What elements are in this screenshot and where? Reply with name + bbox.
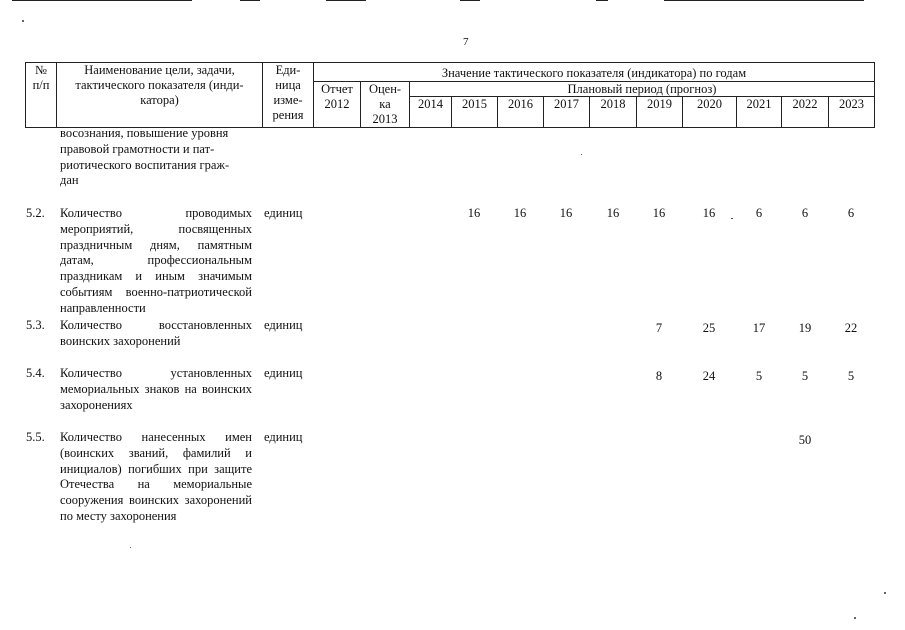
value-2023: 6 xyxy=(847,206,855,220)
row-number: 5.5. xyxy=(26,430,45,444)
unit: единиц xyxy=(264,318,303,332)
year-2019: 2019 xyxy=(647,97,672,111)
value-2022: 6 xyxy=(801,206,809,220)
year-2017: 2017 xyxy=(554,97,579,111)
value-2023: 5 xyxy=(847,369,855,383)
value-2019: 7 xyxy=(655,321,663,335)
value-2020: 24 xyxy=(702,369,716,383)
unit: единиц xyxy=(264,366,303,380)
value-2017: 16 xyxy=(559,206,573,220)
value-2022: 5 xyxy=(801,369,809,383)
header-unit: Еди- ница изме- рения xyxy=(272,63,304,122)
indicator-name: Количество восстановленных воинских захоронений xyxy=(60,318,252,348)
value-2020: 25 xyxy=(702,321,716,335)
value-2021: 17 xyxy=(752,321,766,335)
value-2020: 16 xyxy=(702,206,716,220)
year-2020: 2020 xyxy=(697,97,722,111)
value-2021: 6 xyxy=(755,206,763,220)
indicator-name: Количество проводимых мероприятий, посвященных праздничным дням, памятным датам, профессиональным праздникам и иным значимым событиям военно-патриотической направленности xyxy=(60,206,252,315)
header-estimate: Оцен- ка 2013 xyxy=(368,82,402,126)
header-group: Значение тактического показателя (индикатора) по годам xyxy=(441,66,747,80)
value-2018: 16 xyxy=(606,206,620,220)
year-2015: 2015 xyxy=(462,97,487,111)
page-number: 7 xyxy=(463,36,469,48)
value-2022: 19 xyxy=(798,321,812,335)
value-2019: 8 xyxy=(655,369,663,383)
year-2018: 2018 xyxy=(600,97,626,111)
year-2021: 2021 xyxy=(746,97,772,111)
year-2014: 2014 xyxy=(418,97,443,111)
header-report: Отчет 2012 xyxy=(321,82,353,111)
value-2015: 16 xyxy=(467,206,481,220)
year-2016: 2016 xyxy=(508,97,533,111)
unit: единиц xyxy=(264,430,303,444)
header-name: Наименование цели, задачи, тактического показателя (инди- катора) xyxy=(75,63,244,107)
value-2021: 5 xyxy=(755,369,763,383)
row-number: 5.2. xyxy=(26,206,45,220)
value-2016: 16 xyxy=(513,206,527,220)
indicator-name: Количество установленных мемориальных знаков на воинских захоронениях xyxy=(60,366,252,412)
value-2023: 22 xyxy=(844,321,858,335)
row-number: 5.3. xyxy=(26,318,45,332)
unit: единиц xyxy=(264,206,303,220)
indicator-name: Количество нанесенных имен (воинских званий, фамилий и инициалов) погибших при защите Отечества на мемориальные сооружения воинских захоронений по месту захоронения xyxy=(60,430,252,523)
row-continuation-name: восознания, повышение уровня правовой грамотности и пат- риотического воспитания граж- дан xyxy=(60,126,230,188)
year-2022: 2022 xyxy=(792,97,818,111)
value-2022: 50 xyxy=(798,433,812,447)
value-2019: 16 xyxy=(652,206,666,220)
header-num: № п/п xyxy=(32,63,50,92)
year-2023: 2023 xyxy=(839,97,864,111)
header-planned: Плановый период (прогноз) xyxy=(567,82,717,96)
row-number: 5.4. xyxy=(26,366,45,380)
